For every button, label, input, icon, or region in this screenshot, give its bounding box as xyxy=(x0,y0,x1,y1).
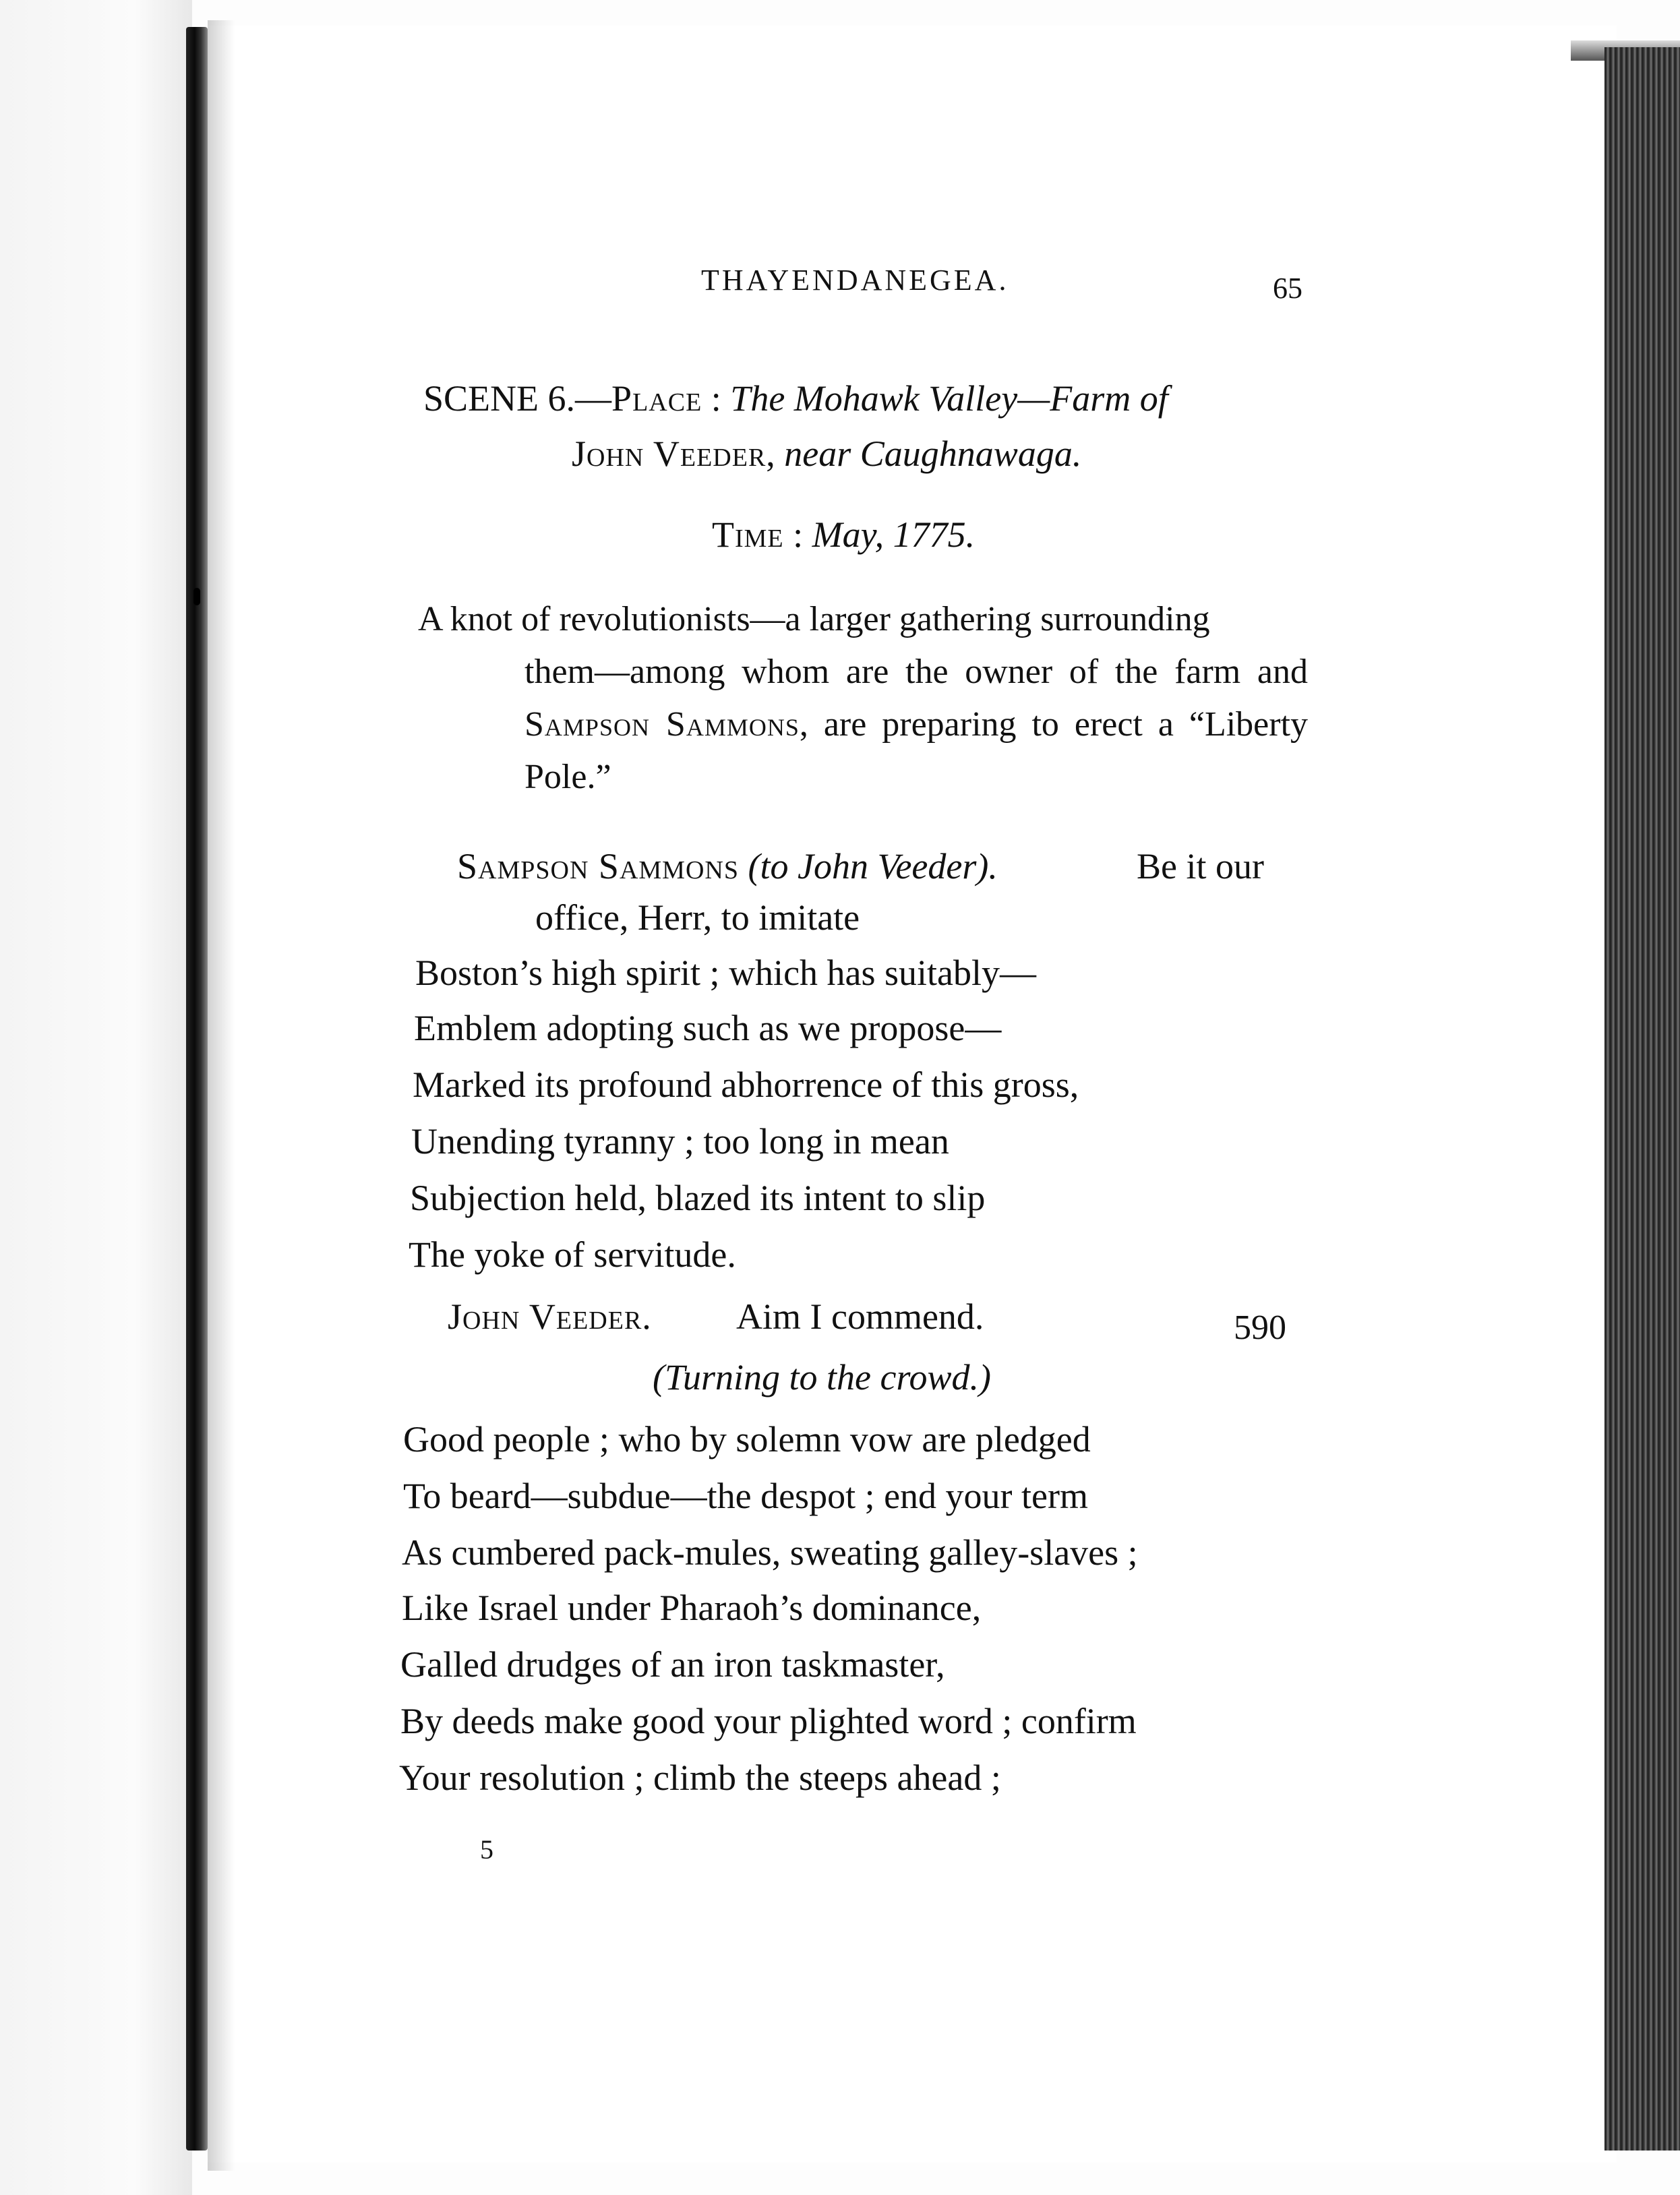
scene-heading-continued xyxy=(572,433,1081,475)
verse-line: office, Herr, to imitate xyxy=(535,897,860,938)
verse-line: Galled drudges of an iron taskmaster, xyxy=(400,1644,945,1685)
verse-line: Be it our xyxy=(1137,846,1264,886)
verse-line: Subjection held, blazed its intent to slip xyxy=(410,1178,986,1218)
place-text: The Mohawk Valley—Farm of xyxy=(730,378,1168,419)
running-title: THAYENDANEGEA. xyxy=(701,264,1009,297)
book-gutter xyxy=(186,27,208,2151)
page-block-edges xyxy=(1604,47,1680,2151)
time-colon: : xyxy=(783,514,812,555)
verse-line: Unending tyranny ; too long in mean xyxy=(411,1121,949,1162)
verse-line: The yoke of servitude. xyxy=(409,1234,736,1275)
period: . xyxy=(642,1296,651,1337)
speaker-direction: (to John Veeder). xyxy=(748,846,998,886)
scene-time xyxy=(712,514,975,555)
place-text-2: near Caughnawaga. xyxy=(784,433,1082,474)
scene-heading xyxy=(423,378,1168,419)
gutter-shadow xyxy=(208,20,235,2171)
stage-direction xyxy=(418,593,1308,804)
scene-label: SCENE 6.— xyxy=(423,378,612,419)
speaker-name: John Veeder xyxy=(448,1296,642,1337)
facing-page-edge xyxy=(0,0,192,2195)
verse-line: Emblem adopting such as we propose— xyxy=(414,1008,1002,1048)
page-number: 65 xyxy=(1273,272,1302,305)
verse-line: As cumbered pack-mules, sweating galley-slaves ; xyxy=(402,1532,1138,1573)
binding-mark xyxy=(193,588,200,605)
signature-mark: 5 xyxy=(480,1834,493,1865)
stage-direction-continued xyxy=(418,646,1308,804)
stage-rest-1: them—among whom are the owner of the farm and xyxy=(524,653,1308,691)
stage-line-1: A knot of revolutionists—a larger gathering surrounding xyxy=(418,600,1210,638)
speech-direction: (Turning to the crowd.) xyxy=(653,1357,992,1397)
verse-line: Good people ; who by solemn vow are pledged xyxy=(403,1419,1091,1460)
verse-line: Boston’s high spirit ; which has suitably— xyxy=(415,953,1037,993)
time-label: Time xyxy=(712,514,784,555)
verse-line: Marked its profound abhorrence of this gross, xyxy=(413,1064,1079,1105)
speech-heading xyxy=(457,845,998,887)
stage-rest-2: , are preparing to erect a xyxy=(799,705,1174,744)
comma: , xyxy=(766,433,785,474)
verse-line: Like Israel under Pharaoh’s dominance, xyxy=(402,1588,982,1628)
place-colon: : xyxy=(702,378,731,419)
stage-rest-3: “Liberty Pole.” xyxy=(524,705,1309,796)
line-number: 590 xyxy=(1234,1309,1286,1347)
verse-line: Aim I commend. xyxy=(736,1296,984,1337)
stage-name: Sampson Sammons xyxy=(524,705,800,744)
verse-line: By deeds make good your plighted word ; confirm xyxy=(400,1701,1137,1741)
speech-heading xyxy=(448,1296,651,1337)
verse-line: To beard—subdue—the despot ; end your term xyxy=(403,1476,1088,1516)
speaker-name: Sampson Sammons xyxy=(457,846,739,886)
verse-line: Your resolution ; climb the steeps ahead ; xyxy=(399,1757,1001,1798)
farmer-name: John Veeder xyxy=(572,433,767,474)
time-text: May, 1775. xyxy=(812,514,976,555)
place-label: Place xyxy=(611,378,702,419)
